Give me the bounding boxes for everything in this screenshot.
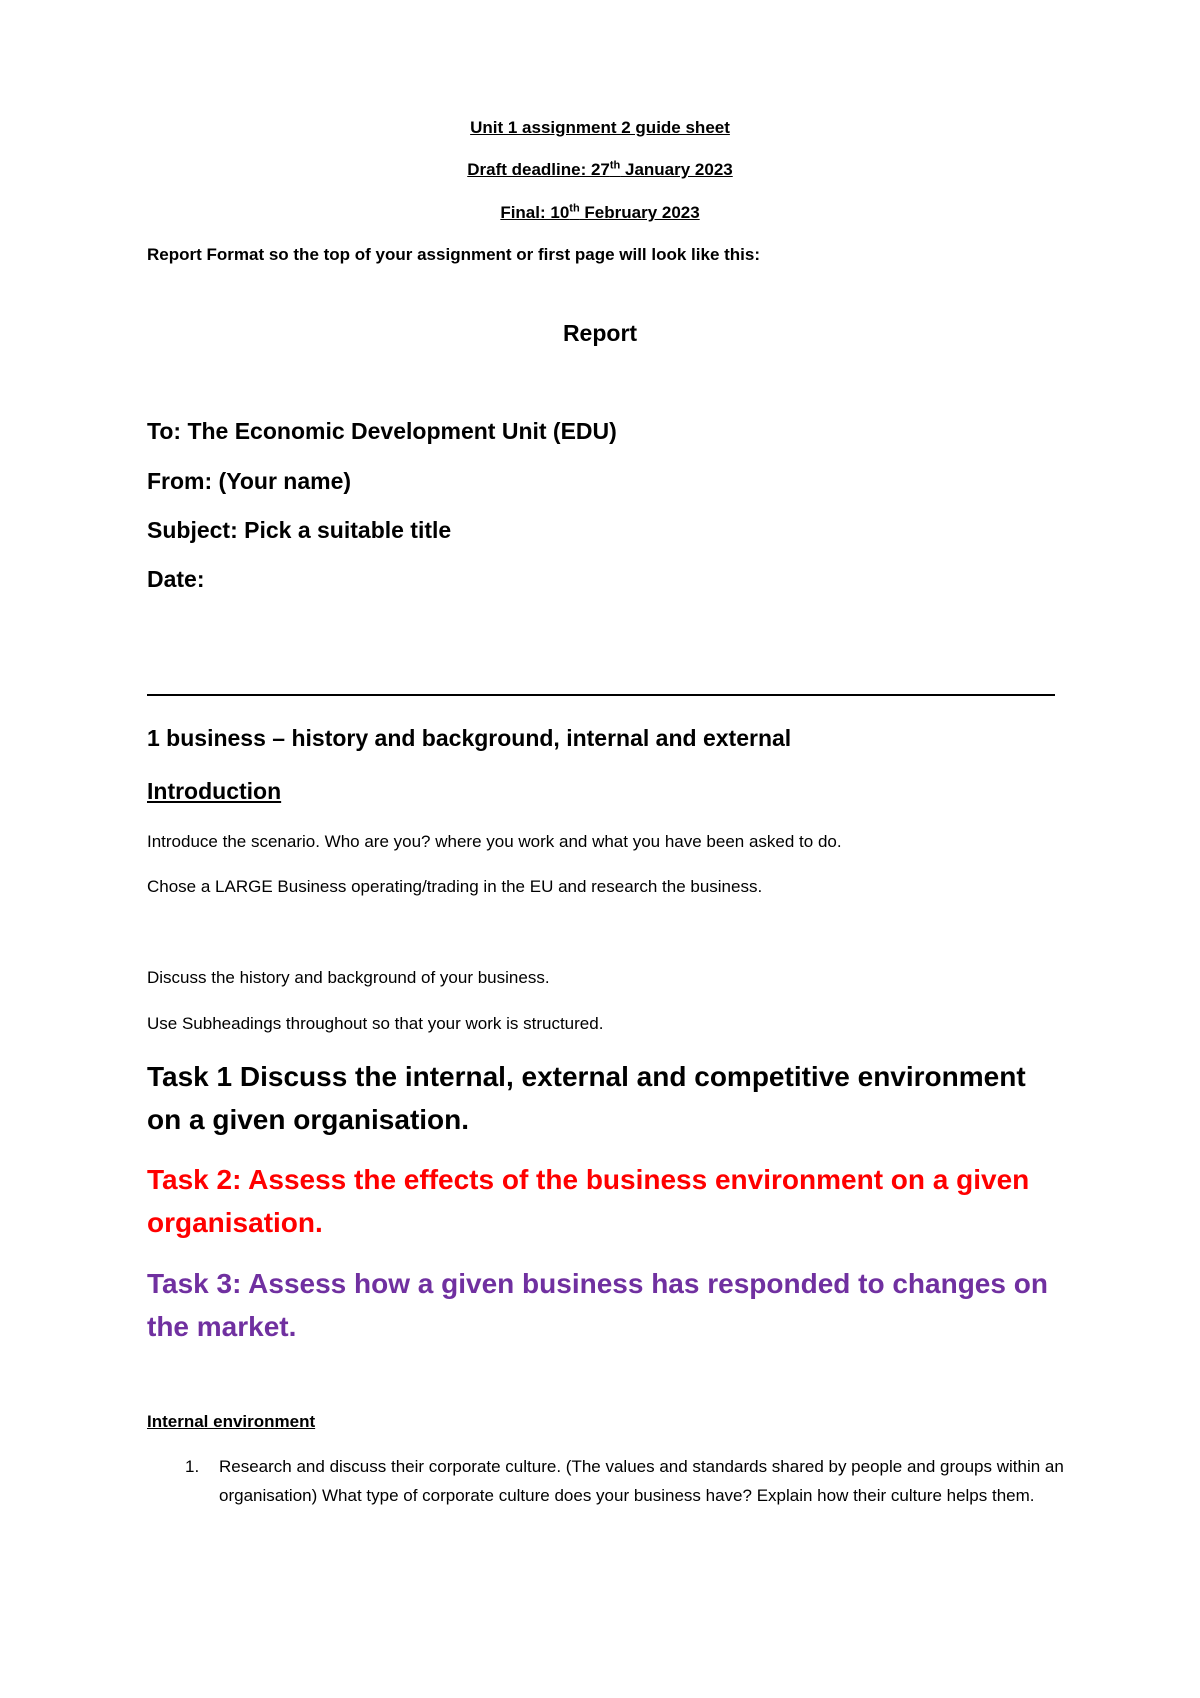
internal-environment-heading: Internal environment — [147, 1412, 316, 1431]
final-deadline-suffix: February 2023 — [579, 203, 700, 222]
draft-deadline — [0, 160, 1200, 180]
final-deadline-sup: th — [569, 202, 580, 215]
task-2: Task 2: Assess the effects of the business environment on a given organisation. — [147, 1164, 1030, 1238]
intro-paragraph-3: Discuss the history and background of your business. — [147, 968, 550, 987]
intro-paragraph-4: Use Subheadings throughout so that your work is structured. — [147, 1014, 604, 1033]
draft-deadline-sup: th — [609, 159, 621, 172]
format-intro: Report Format so the top of your assignment or first page will look like this: — [147, 245, 761, 264]
intro-paragraph-2: Chose a LARGE Business operating/trading in the EU and research the business. — [147, 877, 763, 896]
list-item-number: 1. — [185, 1457, 200, 1476]
section-heading: 1 business – history and background, internal and external — [147, 725, 792, 751]
draft-deadline-prefix: Draft deadline: 27 — [467, 160, 610, 179]
report-date: Date: — [147, 566, 205, 592]
final-deadline-prefix: Final: 10 — [500, 203, 570, 222]
list-item: Research and discuss their corporate culture. (The values and standards shared by people and groups within an organisation) What type of corporate culture does your business have? Explain how their culture helps them. — [219, 1457, 1064, 1505]
intro-paragraph-1: Introduce the scenario. Who are you? where you work and what you have been asked to do. — [147, 832, 842, 851]
task-1: Task 1 Discuss the internal, external and competitive environment on a given organisation. — [147, 1061, 1026, 1135]
report-title: Report — [562, 320, 638, 346]
introduction-heading: Introduction — [147, 778, 282, 804]
draft-deadline-suffix: January 2023 — [620, 160, 733, 179]
report-to: To: The Economic Development Unit (EDU) — [147, 418, 617, 444]
document-title: Unit 1 assignment 2 guide sheet — [470, 118, 730, 137]
final-deadline — [0, 203, 1200, 223]
task-3: Task 3: Assess how a given business has responded to changes on the market. — [147, 1268, 1048, 1342]
horizontal-rule — [147, 694, 1055, 696]
report-from: From: (Your name) — [147, 468, 352, 494]
report-subject: Subject: Pick a suitable title — [147, 517, 452, 543]
